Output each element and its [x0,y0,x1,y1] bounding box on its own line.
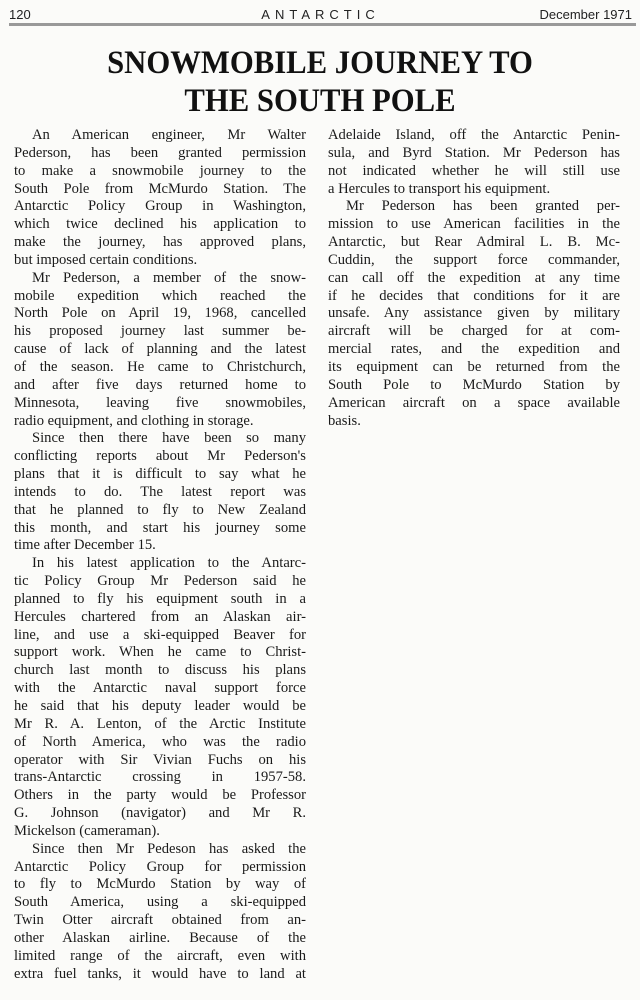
text-line: Antarctic, but Rear Admiral L. B. Mc- [328,234,620,251]
text-line: support work. When he came to Christ- [14,644,306,661]
text-line: this month, and start his journey some [14,519,306,536]
text-line: not indicated whether he will still use [328,162,620,179]
text-line: G. Johnson (navigator) and Mr R. [14,805,306,822]
text-line: South America, using a ski-equipped [14,894,306,911]
text-line: aircraft will be charged for at com- [328,323,620,340]
text-line: he said that his deputy leader would be [14,698,306,714]
text-line: can call off the expedition at any time [328,269,620,286]
text-line: Mr R. A. Lenton, of the Arctic Institute [14,715,306,732]
text-line: Cuddin, the support force commander, [328,251,620,268]
text-line: Since then Mr Pedeson has asked the [32,840,306,857]
text-line: sula, and Byrd Station. Mr Pederson has [328,144,620,161]
text-line: Mr Pederson has been granted per- [346,198,620,215]
header-rule [9,23,636,26]
text-line: church last month to discuss his plans [14,662,306,679]
text-line: if he decides that conditions for it are [328,287,620,304]
text-line: line, and use a ski-equipped Beaver for [14,626,306,643]
right-column [328,127,620,430]
text-line: to make a snowmobile journey to the [14,162,306,179]
page-number: 120 [9,7,31,22]
text-line: mission to use American facilities in the [328,216,620,233]
text-line: Minnesota, leaving five snowmobiles, [14,394,306,411]
text-line: South Pole from McMurdo Station. The [14,180,306,197]
text-line: trans-Antarctic crossing in 1957-58. [14,769,306,786]
text-line: make the journey, has approved plans, [14,234,306,251]
text-line: limited range of the aircraft, even with [14,947,306,964]
text-line: of North America, who was the radio [14,733,306,750]
text-line: mobile expedition which reached the [14,287,306,304]
text-line: Twin Otter aircraft obtained from an- [14,912,306,929]
text-line: that he planned to fly to New Zealand [14,501,306,518]
text-line: Others in the party would be Professor [14,787,306,804]
text-line: to fly to McMurdo Station by way of [14,876,306,893]
text-line: Adelaide Island, off the Antarctic Penin- [328,127,620,143]
text-line: radio equipment, and clothing in storage. [14,412,254,429]
text-line: Pederson, has been granted permission [14,144,306,161]
text-line: An American engineer, Mr Walter [32,127,306,143]
text-line: of the season. He came to Christchurch, [14,358,306,375]
text-line: plans that it is difficult to say what he [14,466,306,483]
text-line: Mr Pederson, a member of the snow- [32,269,306,286]
text-line: with the Antarctic naval support force [14,680,306,697]
text-line: time after December 15. [14,537,156,554]
text-line: North Pole on April 19, 1968, cancelled [14,305,306,322]
text-line: tic Policy Group Mr Pederson said he [14,573,306,590]
text-line: and after five days returned home to [14,376,306,393]
left-column [14,127,306,984]
text-line: mercial rates, and the expedition and [328,341,620,358]
text-line: Since then there have been so many [32,430,306,447]
text-line: his proposed journey last summer be- [14,323,306,340]
text-line: a Hercules to transport his equipment. [328,180,551,197]
issue-date: December 1971 [539,7,632,22]
running-header [9,3,632,25]
text-line: but imposed certain conditions. [14,251,198,268]
text-line: American aircraft on a space available [328,394,620,411]
text-line: South Pole to McMurdo Station by [328,376,620,393]
text-line: its equipment can be returned from the [328,358,620,375]
text-line: planned to fly his equipment south in a [14,590,306,607]
article-title-line-1: SNOWMOBILE JOURNEY TO [107,45,533,81]
text-line: unsafe. Any assistance given by military [328,305,620,322]
text-line: In his latest application to the Antarc- [32,555,306,572]
text-line: Hercules chartered from an Alaskan air- [14,608,306,625]
text-line: intends to do. The latest report was [14,483,306,500]
article-title-line-2: THE SOUTH POLE [184,83,456,119]
text-line: other Alaskan airline. Because of the [14,929,306,946]
text-line: operator with Sir Vivian Fuchs on his [14,751,306,768]
text-line: basis. [328,412,361,429]
publication-name: ANTARCTIC [261,7,380,22]
text-line: extra fuel tanks, it would have to land at [14,965,306,982]
text-line: Antarctic Policy Group for permission [14,858,306,875]
text-line: Antarctic Policy Group in Washington, [14,198,306,215]
text-line: Mickelson (cameraman). [14,822,160,839]
text-line: conflicting reports about Mr Pederson's [14,448,306,465]
text-line: cause of lack of planning and the latest [14,341,306,358]
text-line: which twice declined his application to [14,216,306,233]
article-title [60,44,581,120]
